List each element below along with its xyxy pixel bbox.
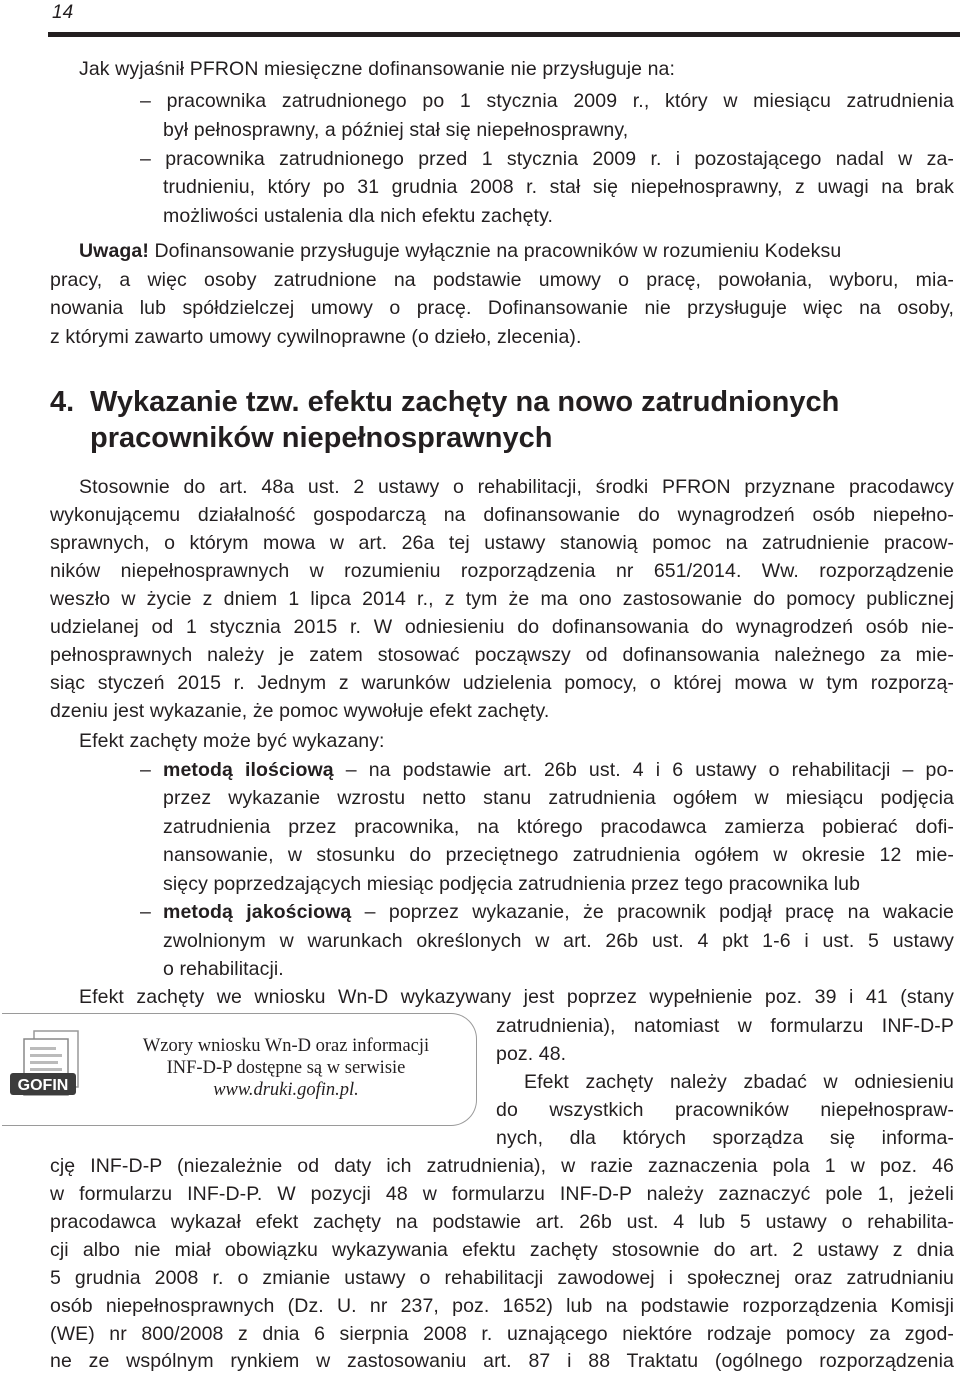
method-1-label: metodą ilościową	[163, 759, 334, 781]
section-title-line-2: pracowników niepełnosprawnych	[90, 422, 553, 454]
method-2-label: metodą jakościową	[163, 901, 352, 923]
note-line-3: nowania lub spółdzielczej umowy o pracę. Dofinansowanie nie przysługuje więc na osoby,	[50, 297, 954, 319]
wnd-rest-8: ne ze wspólnym rynkiem w zastosowaniu art. 87 i 88 Traktatu (ogólnego rozporządzenia	[50, 1350, 954, 1372]
wnd-indent-line: Efekt zachęty należy zbadać w odniesieniu	[524, 1071, 954, 1093]
note-label: Uwaga!	[79, 240, 149, 262]
section-title-line-1: Wykazanie tzw. efektu zachęty na nowo zatrudnionych	[90, 386, 840, 418]
body-line-7: pełnosprawnych należy je zatem stosować począwszy od dofinansowania należnego za mie-	[50, 644, 954, 666]
method-2-line-1	[163, 901, 954, 924]
body-line-2: wykonującemu działalność gospodarczą na dofinansowanie do wynagrodzeń osób niepełno-	[50, 504, 954, 526]
intro-item-2-line-2: trudnieniu, który po 31 grudnia 2008 r. stał się niepełnosprawny, z uwagi na brak	[163, 176, 954, 198]
wnd-rest-4: cji albo nie miał obowiązku wykazywania efektu zachęty stosownie do art. 2 ustawy z dnia	[50, 1239, 954, 1261]
intro-item-2-line-1: – pracownika zatrudnionego przed 1 stycznia 2009 r. i pozostającego nadal w za-	[140, 148, 954, 170]
wnd-side-1: zatrudnienia), natomiast w formularzu INF-D-P	[496, 1015, 954, 1037]
info-box-line-2: INF-D-P dostępne są w serwisie	[166, 1058, 406, 1078]
method-1-line-4: nansowanie, w stosunku do przeciętnego zatrudnienia ogółem w okresie 12 mie-	[163, 844, 954, 866]
intro-question: Jak wyjaśnił PFRON miesięczne dofinansowanie nie przysługuje na:	[79, 58, 676, 80]
wnd-rest-3: pracodawca wykazał efekt zachęty na podstawie art. 26b ust. 4 lub 5 ustawy o rehabilita-	[50, 1211, 954, 1233]
method-1-dash: –	[140, 759, 151, 781]
method-1-line-2: przez wykazanie wzrostu netto stanu zatrudnienia ogółem w miesiącu podjęcia	[163, 787, 954, 809]
body-line-1: Stosownie do art. 48a ust. 2 ustawy o rehabilitacji, środki PFRON przyznane pracodawcy	[79, 476, 954, 498]
info-box-text	[110, 1035, 462, 1101]
info-box-line-1: Wzory wniosku Wn-D oraz informacji	[142, 1036, 430, 1056]
method-2-line-2: zwolnionym w warunkach określonych w art. 26b ust. 4 pkt 1-6 i ust. 5 ustawy	[163, 930, 954, 952]
method-2-line-3: o rehabilitacji.	[163, 958, 284, 980]
wnd-rest-5: 5 grudnia 2008 r. o zmianie ustawy o rehabilitacji zawodowej i społecznej oraz zatrudnianiu	[50, 1267, 954, 1289]
note-line-4: z którymi zawarto umowy cywilnoprawne (o dzieło, zlecenia).	[50, 326, 582, 348]
body-line-4: ników niepełnosprawnych w rozumieniu rozporządzenia nr 651/2014. Ww. rozporządzenie	[50, 560, 954, 582]
wnd-line-1: Efekt zachęty we wniosku Wn-D wykazywany jest poprzez wypełnienie poz. 39 i 41 (stany	[79, 986, 954, 1008]
info-box-url[interactable]: www.druki.gofin.pl.	[213, 1080, 359, 1100]
intro-item-1-line-2: był pełnosprawny, a później stał się niepełnosprawny,	[163, 119, 629, 141]
wnd-side-2: poz. 48.	[496, 1043, 567, 1065]
section-number: 4.	[50, 386, 75, 418]
body-line-6: udzielanej od 1 stycznia 2015 r. W odniesieniu do dofinansowania do wynagrodzeń osób nie-	[50, 616, 954, 638]
wnd-rest-2: w formularzu INF-D-P. W pozycji 48 w formularzu INF-D-P należy zaznaczyć pole 1, jeżeli	[50, 1183, 954, 1205]
wnd-rest-7: (WE) nr 800/2008 z dnia 6 sierpnia 2008 r. uznającego niektóre rodzaje pomocy za zgod-	[50, 1323, 954, 1345]
gofin-logo-icon	[8, 1025, 98, 1113]
wnd-rest-1: cję INF-D-P (niezależnie od daty ich zatrudnienia), w razie zaznaczenia pola 1 w poz. 46	[50, 1155, 954, 1177]
wnd-side-4: nych, dla których sporządza się informa-	[496, 1127, 954, 1149]
method-1-first: – na podstawie art. 26b ust. 4 i 6 ustawy o rehabilitacji – po-	[333, 759, 954, 781]
wnd-rest-6: osób niepełnosprawnych (Dz. U. nr 237, poz. 1652) lub na podstawie rozporządzenia Komisji	[50, 1295, 954, 1317]
intro-item-1-line-1: – pracownika zatrudnionego po 1 stycznia 2009 r., który w miesiącu zatrudnienia	[140, 90, 954, 112]
page-number: 14	[52, 2, 74, 23]
body-line-8: siąc styczeń 2015 r. Jednym z warunków udzielenia pomocy, o której mowa w tym rozporzą-	[50, 672, 954, 694]
body-line-5: weszło w życie z dniem 1 lipca 2014 r., z tym że ma ono zastosowanie do pomocy publicznej	[50, 588, 954, 610]
method-1-line-5: sięcy poprzedzających miesiąc podjęcia zatrudnienia przez tego pracownika lub	[163, 873, 861, 895]
gofin-logo-text: GOFIN	[17, 1077, 69, 1094]
method-1-line-1	[163, 759, 954, 782]
top-rule	[48, 32, 960, 37]
method-1-line-3: zatrudnienia przez pracownika, na którego pracodawca zamierza pobierać dofi-	[163, 816, 954, 838]
method-2-dash: –	[140, 901, 151, 923]
note-line-2: pracy, a więc osoby zatrudnione na podstawie umowy o pracę, powołania, wyboru, mia-	[50, 269, 954, 291]
methods-intro: Efekt zachęty może być wykazany:	[79, 730, 385, 752]
wnd-side-3: do wszystkich pracowników niepełnospraw-	[496, 1099, 954, 1121]
intro-item-2-line-3: możliwości ustalenia dla nich efektu zachęty.	[163, 205, 553, 227]
note-line-1	[79, 240, 841, 263]
note-text: Dofinansowanie przysługuje wyłącznie na pracowników w rozumieniu Kodeksu	[148, 240, 842, 262]
body-line-9: dzeniu jest wykazanie, że pomoc wywołuje efekt zachęty.	[50, 700, 550, 722]
body-line-3: sprawnych, o którym mowa w art. 26a tej ustawy stanowią pomoc na zatrudnienie pracow-	[50, 532, 954, 554]
method-2-first: – poprzez wykazanie, że pracownik podjął pracę na wakacie	[351, 901, 954, 923]
